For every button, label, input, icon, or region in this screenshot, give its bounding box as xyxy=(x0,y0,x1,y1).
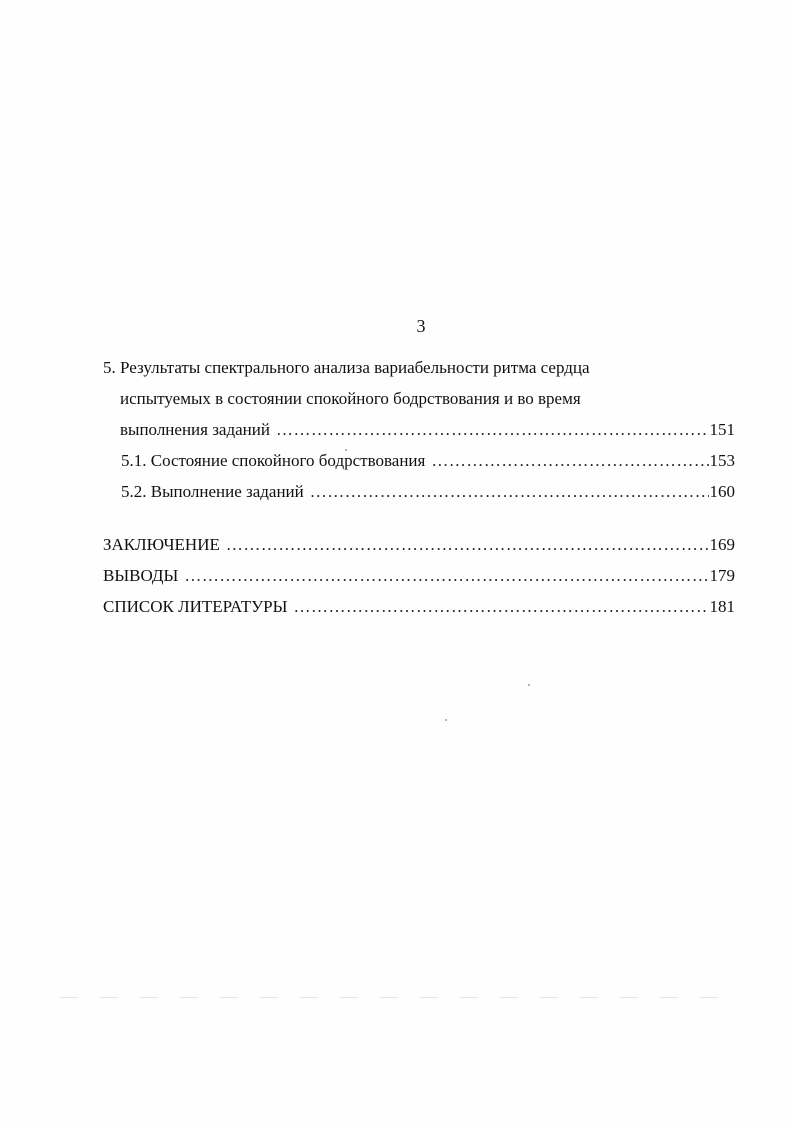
toc-entry-chapter-5-line-3[interactable] xyxy=(103,414,735,445)
toc-entry-references[interactable] xyxy=(103,591,735,622)
toc-entry-title: 5.1. Состояние спокойного бодрствования xyxy=(121,451,426,470)
toc-entry-title: 5. Результаты спектрального анализа вариабельности ритма сердца xyxy=(103,358,590,377)
scan-speck xyxy=(528,684,530,686)
toc-entry-title: 5.2. Выполнение заданий xyxy=(121,482,304,501)
toc-page-ref: 181 xyxy=(709,597,735,616)
toc-leader-dots xyxy=(431,445,708,476)
toc-entry-title: ВЫВОДЫ xyxy=(103,566,179,585)
page-number: 3 xyxy=(416,316,426,336)
toc-page-ref: 160 xyxy=(709,482,735,501)
toc-entry-title: ЗАКЛЮЧЕНИЕ xyxy=(103,535,220,554)
toc-page-ref: 153 xyxy=(709,451,735,470)
toc-entry-findings[interactable] xyxy=(103,560,735,591)
toc-leader-dots xyxy=(184,560,708,591)
toc-leader-dots xyxy=(226,529,709,560)
toc-entry-section-5-1[interactable] xyxy=(103,445,735,476)
toc-entry-conclusion[interactable] xyxy=(103,529,735,560)
toc-page-ref: 179 xyxy=(709,566,735,585)
toc-entry-chapter-5-line-2 xyxy=(103,383,735,414)
toc-entry-title: испытуемых в состоянии спокойного бодрствования и во время xyxy=(120,389,581,408)
scan-artifact-line xyxy=(60,997,740,998)
toc-entry-chapter-5-line-1 xyxy=(103,352,735,383)
toc-leader-dots xyxy=(276,414,709,445)
scan-speck xyxy=(445,719,447,721)
toc-leader-dots xyxy=(310,476,709,507)
toc-entry-title: СПИСОК ЛИТЕРАТУРЫ xyxy=(103,597,288,616)
toc-entry-section-5-2[interactable] xyxy=(103,476,735,507)
scan-speck xyxy=(345,449,347,451)
toc-leader-dots xyxy=(293,591,708,622)
toc-page-ref: 169 xyxy=(709,535,735,554)
toc-page-ref: 151 xyxy=(709,420,735,439)
table-of-contents xyxy=(103,352,735,622)
toc-entry-title: выполнения заданий xyxy=(120,420,270,439)
toc-section-gap xyxy=(103,507,735,529)
